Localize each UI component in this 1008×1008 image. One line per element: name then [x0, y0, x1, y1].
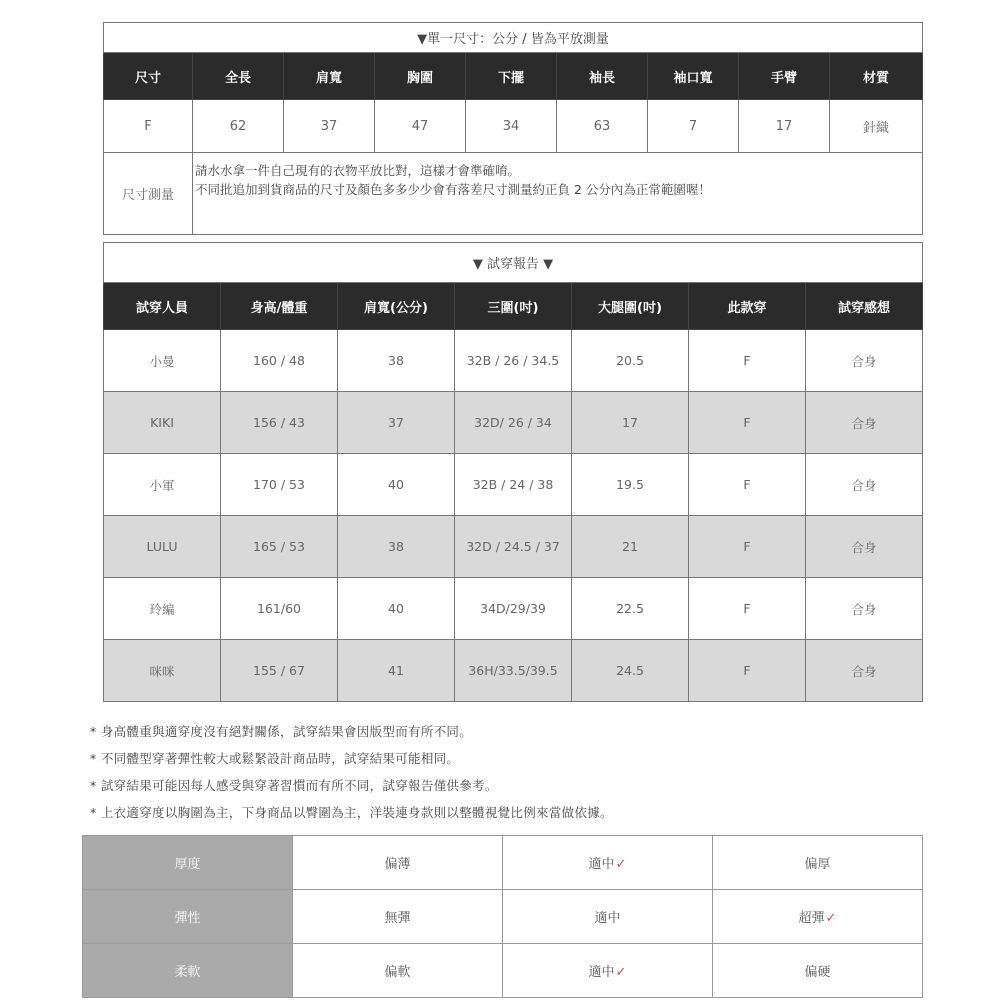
fit-cell-thigh: 24.5	[572, 640, 689, 702]
fit-cell-thigh: 20.5	[572, 330, 689, 392]
size-note-label: 尺寸測量	[104, 153, 193, 235]
fit-row	[104, 454, 923, 516]
fit-cell-thigh: 17	[572, 392, 689, 454]
fit-cell-thigh: 22.5	[572, 578, 689, 640]
fit-report-table	[103, 242, 923, 702]
fit-header-cell: 肩寬(公分)	[338, 283, 455, 330]
fit-cell-shoulder: 37	[338, 392, 455, 454]
fabric-option	[293, 836, 503, 890]
fit-cell-feeling: 合身	[806, 392, 923, 454]
check-mark-icon: ✓	[825, 911, 837, 926]
fit-report-header-row	[104, 283, 923, 330]
size-header-cell: 胸圍	[375, 53, 466, 100]
fit-row	[104, 640, 923, 702]
size-table	[103, 22, 923, 235]
fit-header-cell: 試穿感想	[806, 283, 923, 330]
size-table-caption: ▼單一尺寸：公分 / 皆為平放測量	[104, 23, 923, 53]
fabric-option-text: 偏硬	[804, 965, 831, 980]
size-header-cell: 肩寬	[284, 53, 375, 100]
size-note-line: 請水水拿一件自己現有的衣物平放比對，這樣才會準確唷。	[195, 163, 521, 178]
fit-cell-measurements: 32B / 26 / 34.5	[455, 330, 572, 392]
fit-header-cell: 此款穿	[689, 283, 806, 330]
fit-cell-tester: 小軍	[104, 454, 221, 516]
fabric-option	[293, 944, 503, 998]
fabric-option-text: 偏軟	[384, 965, 411, 980]
fit-cell-size: F	[689, 640, 806, 702]
fit-report-caption-row	[104, 243, 923, 283]
fit-cell-shoulder: 40	[338, 578, 455, 640]
fabric-option	[713, 944, 923, 998]
fit-note: * 身高體重與適穿度沒有絕對關係，試穿結果會因版型而有所不同。	[90, 724, 473, 739]
fit-cell-tester: 玲編	[104, 578, 221, 640]
fit-cell-feeling: 合身	[806, 640, 923, 702]
size-table-value-row	[104, 100, 923, 153]
fit-cell-size: F	[689, 454, 806, 516]
fit-cell-feeling: 合身	[806, 454, 923, 516]
fit-cell-measurements: 32D/ 26 / 34	[455, 392, 572, 454]
fit-cell-tester: LULU	[104, 516, 221, 578]
fabric-option-text: 適中	[588, 857, 615, 872]
size-value-cell: 37	[284, 100, 375, 153]
fit-cell-size: F	[689, 516, 806, 578]
fit-note: * 上衣適穿度以胸圍為主，下身商品以臀圍為主，洋裝連身款則以整體視覺比例來當做依據。	[90, 805, 613, 820]
fabric-option-text: 偏厚	[804, 857, 831, 872]
fit-cell-size: F	[689, 330, 806, 392]
fit-cell-measurements: 32D / 24.5 / 37	[455, 516, 572, 578]
fit-notes	[90, 722, 613, 830]
size-table-header-row	[104, 53, 923, 100]
size-header-cell: 全長	[193, 53, 284, 100]
fit-cell-feeling: 合身	[806, 578, 923, 640]
size-value-cell: 62	[193, 100, 284, 153]
fabric-option-text: 無彈	[384, 911, 411, 926]
fit-header-cell: 三圍(吋)	[455, 283, 572, 330]
fabric-attributes-table	[82, 835, 923, 998]
fit-row	[104, 330, 923, 392]
fit-cell-height-weight: 165 / 53	[221, 516, 338, 578]
size-value-cell: 17	[739, 100, 830, 153]
size-table-note-row	[104, 153, 923, 235]
fit-cell-height-weight: 170 / 53	[221, 454, 338, 516]
fit-cell-shoulder: 38	[338, 516, 455, 578]
fabric-option-text: 偏薄	[384, 857, 411, 872]
size-value-cell: 7	[648, 100, 739, 153]
fit-cell-height-weight: 156 / 43	[221, 392, 338, 454]
fit-header-cell: 大腿圍(吋)	[572, 283, 689, 330]
fabric-option-text: 適中	[588, 965, 615, 980]
size-note-line: 不同批追加到貨商品的尺寸及顏色多多少少會有落差尺寸測量約正負 2 公分內為正常範圍喔！	[195, 182, 711, 197]
fit-cell-shoulder: 38	[338, 330, 455, 392]
fit-cell-tester: KIKI	[104, 392, 221, 454]
fit-cell-height-weight: 160 / 48	[221, 330, 338, 392]
fit-cell-thigh: 21	[572, 516, 689, 578]
fit-row	[104, 516, 923, 578]
fit-cell-measurements: 32B / 24 / 38	[455, 454, 572, 516]
fabric-label: 厚度	[83, 836, 293, 890]
fit-cell-height-weight: 161/60	[221, 578, 338, 640]
fit-cell-shoulder: 40	[338, 454, 455, 516]
size-value-cell: F	[104, 100, 193, 153]
fit-cell-feeling: 合身	[806, 516, 923, 578]
fit-cell-tester: 小曼	[104, 330, 221, 392]
fabric-option-text: 適中	[594, 911, 621, 926]
fabric-label: 彈性	[83, 890, 293, 944]
check-mark-icon: ✓	[615, 857, 627, 872]
fabric-row-softness	[83, 944, 923, 998]
fabric-row-thickness	[83, 836, 923, 890]
fit-header-cell: 試穿人員	[104, 283, 221, 330]
fabric-row-elasticity	[83, 890, 923, 944]
fit-cell-shoulder: 41	[338, 640, 455, 702]
size-header-cell: 袖口寬	[648, 53, 739, 100]
fit-header-cell: 身高/體重	[221, 283, 338, 330]
size-header-cell: 袖長	[557, 53, 648, 100]
fit-cell-size: F	[689, 392, 806, 454]
size-note-text	[193, 153, 923, 235]
size-header-cell: 尺寸	[104, 53, 193, 100]
fit-cell-thigh: 19.5	[572, 454, 689, 516]
fit-note: * 不同體型穿著彈性較大或鬆緊設計商品時，試穿結果可能相同。	[90, 751, 460, 766]
fabric-option	[503, 944, 713, 998]
fit-report-caption: ▼ 試穿報告 ▼	[104, 243, 923, 283]
fit-cell-height-weight: 155 / 67	[221, 640, 338, 702]
fit-cell-measurements: 34D/29/39	[455, 578, 572, 640]
fabric-option	[503, 836, 713, 890]
fit-note: * 試穿結果可能因每人感受與穿著習慣而有所不同，試穿報告僅供參考。	[90, 778, 498, 793]
size-value-cell: 63	[557, 100, 648, 153]
fit-cell-tester: 咪咪	[104, 640, 221, 702]
fabric-option	[713, 836, 923, 890]
fabric-label: 柔軟	[83, 944, 293, 998]
fit-cell-feeling: 合身	[806, 330, 923, 392]
size-value-cell: 47	[375, 100, 466, 153]
fabric-option	[293, 890, 503, 944]
size-value-cell: 34	[466, 100, 557, 153]
fabric-option-text: 超彈	[798, 911, 825, 926]
fit-cell-size: F	[689, 578, 806, 640]
fabric-option	[503, 890, 713, 944]
size-table-caption-row	[104, 23, 923, 53]
size-header-cell: 手臂	[739, 53, 830, 100]
fit-row	[104, 392, 923, 454]
size-value-cell: 針織	[830, 100, 923, 153]
check-mark-icon: ✓	[615, 965, 627, 980]
fit-cell-measurements: 36H/33.5/39.5	[455, 640, 572, 702]
fit-row	[104, 578, 923, 640]
size-header-cell: 材質	[830, 53, 923, 100]
fabric-option	[713, 890, 923, 944]
size-header-cell: 下擺	[466, 53, 557, 100]
